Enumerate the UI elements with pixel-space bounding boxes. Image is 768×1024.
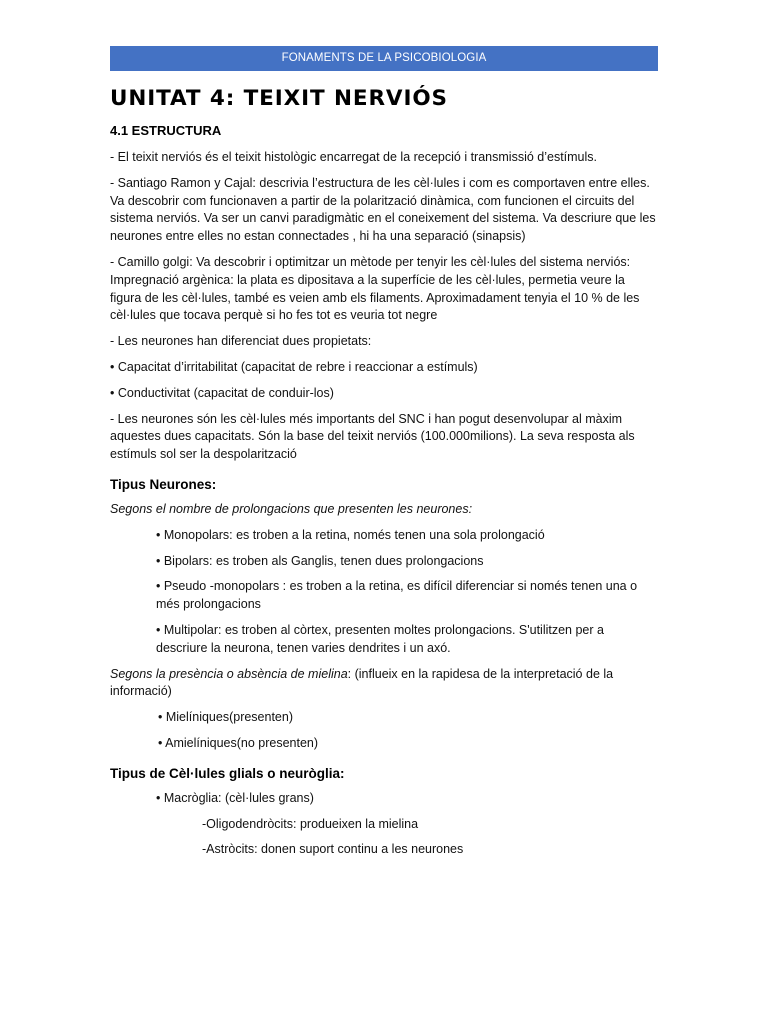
document-page [110,46,658,859]
list-item-monopolars: • Monopolars: es troben a la retina, només tenen una sola prolongació [156,527,545,542]
list-item-oligodendrocits: -Oligodendròcits: produeixen la mielina [202,816,419,831]
list-item-bipolars: • Bipolars: es troben als Ganglis, tenen dues prolongacions [156,553,484,568]
intro-mielina [110,666,658,702]
bullet-conductivitat: • Conductivitat (capacitat de conduir-los) [110,385,334,400]
document-header-bar: FONAMENTS DE LA PSICOBIOLOGIA [110,46,658,71]
list-item-astrocits: -Astròcits: donen suport continu a les neurones [202,842,464,857]
list-item-pseudo-monopolars: • Pseudo -monopolars : es troben a la retina, es difícil diferenciar si només tenen una o més prolongacions [156,579,638,612]
bullet-irritabilitat: • Capacitat d’irritabilitat (capacitat de rebre i reaccionar a estímuls) [110,359,478,374]
intro-mielina-italic: Segons la presència o absència de mielina [110,666,348,681]
heading-cellules-glials: Tipus de Cèl·lules glials o neuròglia: [110,765,345,781]
list-item-amieliniques: • Amielíniques(no presenten) [158,735,319,750]
unit-title: UNITAT 4: TEIXIT NERVIÓS [110,86,448,111]
list-item-multipolar: • Multipolar: es troben al còrtex, presenten moltes prolongacions. S'utilitzen per a descriure la neurona, tenen varies dendrites i un axó. [156,622,604,655]
list-item-mieliniques: • Mielíniques(presenten) [158,710,293,725]
intro-mielina-rest: : (influeix en la rapidesa de la interpretació de la informació) [110,666,614,699]
paragraph-ramon-y-cajal: - Santiago Ramon y Cajal: descrivia l’estructura de les cèl·lules i com es comportaven entre elles. Va descobrir com funcionaven a partir de la polarització dinàmica, com funcionen el circuits del sistema nerviós. Va ser un canvi paradigmàtic en el coneixement del sistema. Va descriure que les neurones entre elles no estan connectades , hi ha una separació (sinapsis) [110,175,656,244]
paragraph-propietats: - Les neurones han diferenciat dues propietats: [110,334,372,349]
paragraph-golgi: - Camillo golgi: Va descobrir i optimitzar un mètode per tenyir les cèl·lules del sistema nerviós: Impregnació argènica: la plata es dipositava a la superfície de les cèl·lules, permetia veure la figura de les cèl·lules, també es veien amb els filaments. Aproximadament tenyia el 10 % de les cèl·lules que tocava perquè si ho fes tot es veuria tot negre [110,254,640,323]
section-heading: 4.1 ESTRUCTURA [110,123,222,138]
heading-tipus-neurones: Tipus Neurones: [110,476,217,492]
intro-prolongacions: Segons el nombre de prolongacions que presenten les neurones: [110,501,473,516]
paragraph-neurones-snc: - Les neurones són les cèl·lules més importants del SNC i han pogut desenvolupar al màxim aquestes dues capacitats. Són la base del teixit nerviós (100.000milions). La seva resposta als estímuls sol ser la despolarització [110,411,635,462]
list-item-macroglia: • Macròglia: (cèl·lules grans) [156,790,314,805]
paragraph-teixit-nervios: - El teixit nerviós és el teixit histològic encarregat de la recepció i transmissió d’estímuls. [110,150,598,164]
